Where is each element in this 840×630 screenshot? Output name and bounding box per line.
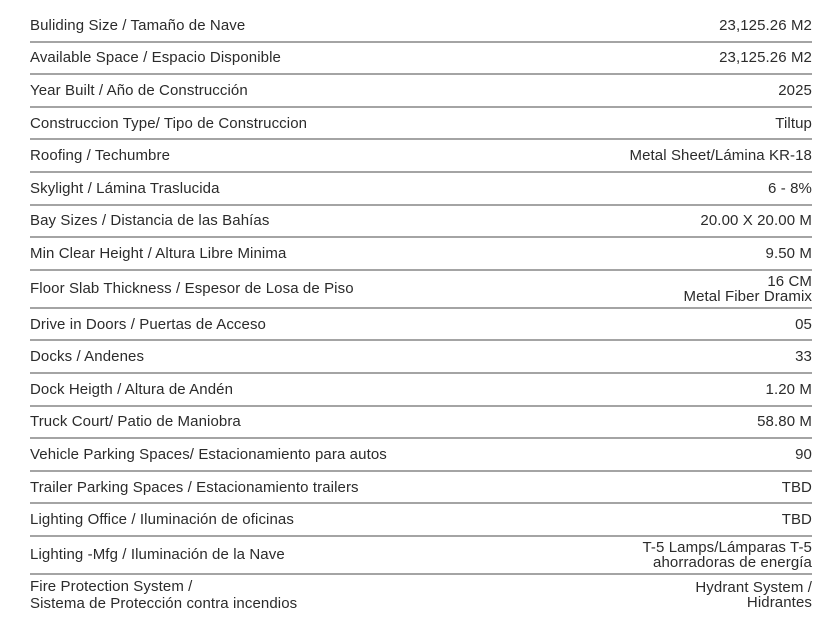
spec-value: 05 [795,315,812,333]
spec-label: Min Clear Height / Altura Libre Minima [30,244,287,262]
spec-value: 1.20 M [765,380,812,398]
spec-row-roofing [30,140,812,173]
spec-row-construction-type [30,108,812,141]
spec-row-building-size [30,10,812,43]
spec-value: 6 - 8% [768,179,812,197]
spec-value: 33 [795,348,812,366]
spec-value: 9.50 M [765,244,812,262]
spec-table [30,10,812,615]
spec-value: 58.80 M [757,413,812,431]
spec-row-lighting-mfg [30,537,812,575]
spec-label: Year Built / Año de Construcción [30,81,248,99]
spec-value: 23,125.26 M2 [719,16,812,34]
spec-label: Construccion Type/ Tipo de Construccion [30,114,308,132]
spec-value: TBD [781,478,812,496]
spec-row-truck-court [30,407,812,440]
spec-label: Fire Protection System / Sistema de Protección contra incendios [30,577,298,612]
spec-row-min-clear-height [30,238,812,271]
spec-row-fire-protection [30,575,812,615]
spec-label: Lighting -Mfg / Iluminación de la Nave [30,546,285,564]
spec-label: Trailer Parking Spaces / Estacionamiento trailers [30,478,359,496]
spec-label: Bay Sizes / Distancia de las Bahías [30,212,270,230]
spec-row-lighting-office [30,504,812,537]
spec-row-dock-height [30,374,812,407]
spec-label: Available Space / Espacio Disponible [30,49,281,67]
spec-label: Docks / Andenes [30,348,145,366]
spec-label: Lighting Office / Iluminación de oficinas [30,511,294,529]
spec-value: 2025 [778,81,812,99]
spec-label: Buliding Size / Tamaño de Nave [30,16,246,34]
spec-row-skylight [30,173,812,206]
spec-label: Vehicle Parking Spaces/ Estacionamiento para autos [30,445,387,463]
spec-row-floor-slab [30,271,812,309]
spec-label: Roofing / Techumbre [30,147,171,165]
spec-row-year-built [30,75,812,108]
spec-value: Tiltup [775,114,812,132]
spec-value: 20.00 X 20.00 M [700,212,812,230]
spec-value: Metal Sheet/Lámina KR-18 [629,147,812,165]
spec-label: Truck Court/ Patio de Maniobra [30,413,241,431]
spec-row-trailer-parking [30,472,812,505]
spec-row-vehicle-parking [30,439,812,472]
spec-label: Skylight / Lámina Traslucida [30,179,220,197]
spec-label: Drive in Doors / Puertas de Acceso [30,315,267,333]
spec-value: T-5 Lamps/Lámparas T-5 ahorradoras de energía [642,538,812,571]
spec-row-drive-in-doors [30,309,812,342]
spec-value: 16 CM Metal Fiber Dramix [683,272,812,305]
spec-row-bay-sizes [30,206,812,239]
spec-row-docks [30,341,812,374]
spec-value: 23,125.26 M2 [719,49,812,67]
spec-value: 90 [795,445,812,463]
spec-row-available-space [30,43,812,76]
spec-label: Dock Heigth / Altura de Andén [30,380,234,398]
spec-value: TBD [781,511,812,529]
spec-value: Hydrant System / Hidrantes [695,578,812,611]
spec-label: Floor Slab Thickness / Espesor de Losa de Piso [30,280,354,298]
